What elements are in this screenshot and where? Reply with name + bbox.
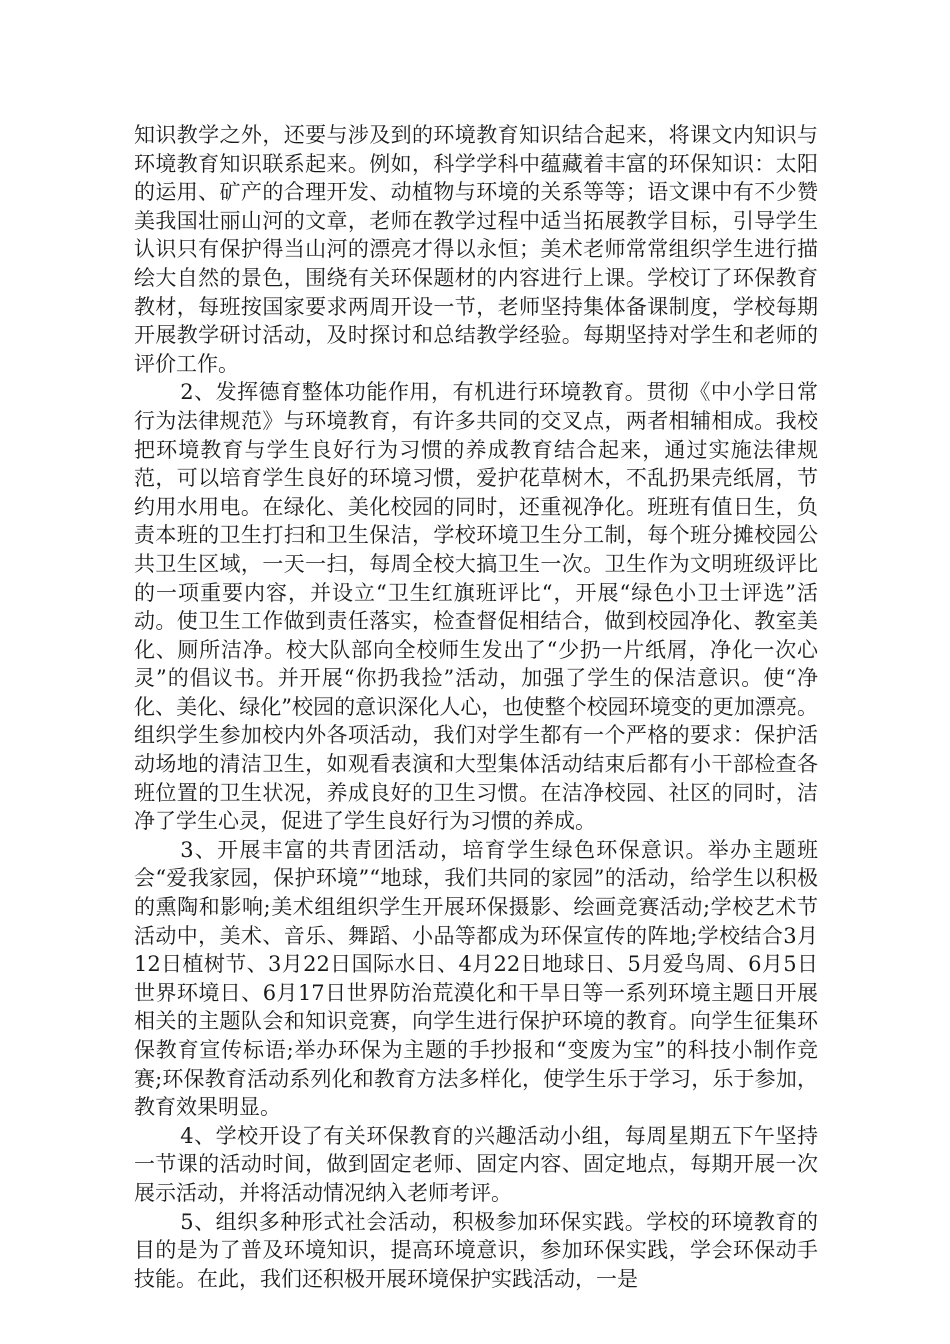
- paragraph-1: 知识教学之外，还要与涉及到的环境教育知识结合起来，将课文内知识与环境教育知识联系起来。例如，科学学科中蕴藏着丰富的环保知识：太阳的运用、矿产的合理开发、动植物与环境的关系等等；语文课中有不少赞美我国壮丽山河的文章，老师在教学过程中适当拓展教学目标，引导学生认识只有保护得当山河的漂亮才得以永恒；美术老师常常组织学生进行描绘大自然的景色，围绕有关环保题材的内容进行上课。学校订了环保教育教材，每班按国家要求两周开设一节，老师坚持集体备课制度，学校每期开展教学研讨活动，及时探讨和总结教学经验。每期坚持对学生和老师的评价工作。: [134, 123, 818, 376]
- paragraph-2: 2、发挥德育整体功能作用，有机进行环境教育。贯彻《中小学日常行为法律规范》与环境教育，有许多共同的交叉点，两者相辅相成。我校把环境教育与学生良好行为习惯的养成教育结合起来，通过实施法律规范，可以培育学生良好的环境习惯，爱护花草树木，不乱扔果壳纸屑，节约用水用电。在绿化、美化校园的同时，还重视净化。班班有值日生，负责本班的卫生打扫和卫生保洁，学校环境卫生分工制，每个班分摊校园公共卫生区域，一天一扫，每周全校大搞卫生一次。卫生作为文明班级评比的一项重要内容，并设立“卫生红旗班评比“，开展“绿色小卫士评选”活动。使卫生工作做到责任落实，检查督促相结合，做到校园净化、教室美化、厕所洁净。校大队部向全校师生发出了“少扔一片纸屑，净化一次心灵”的倡议书。并开展“你扔我捡”活动，加强了学生的保洁意识。使“净化、美化、绿化”校园的意识深化人心，也使整个校园环境变的更加漂亮。组织学生参加校内外各项活动，我们对学生都有一个严格的要求：保护活动场地的清洁卫生，如观看表演和大型集体活动结束后都有小干部检查各班位置的卫生状况，养成良好的卫生习惯。在洁净校园、社区的同时，洁净了学生心灵，促进了学生良好行为习惯的养成。: [134, 380, 818, 834]
- paragraph-5: 5、组织多种形式社会活动，积极参加环保实践。学校的环境教育的目的是为了普及环境知识，提高环境意识，参加环保实践，学会环保动手技能。在此，我们还积极开展环境保护实践活动，一是: [134, 1209, 818, 1291]
- document-page: [134, 121, 818, 1293]
- paragraph-3: 3、开展丰富的共青团活动，培育学生绿色环保意识。举办主题班会“爱我家园，保护环境”“地球，我们共同的家园”的活动，给学生以积极的熏陶和影响;美术组组织学生开展环保摄影、绘画竞赛活动;学校艺术节活动中，美术、音乐、舞蹈、小品等都成为环保宣传的阵地;学校结合3月12日植树节、3月22日国际水日、4月22日地球日、5月爱鸟周、6月5日世界环境日、6月17日世界防治荒漠化和干旱日等一系列环境主题日开展相关的主题队会和知识竞赛，向学生进行保护环境的教育。向学生征集环保教育宣传标语;举办环保为主题的手抄报和“变废为宝”的科技小制作竞赛;环保教育活动系列化和教育方法多样化，使学生乐于学习，乐于参加，教育效果明显。: [134, 837, 818, 1120]
- paragraph-4: 4、学校开设了有关环保教育的兴趣活动小组，每周星期五下午坚持一节课的活动时间，做到固定老师、固定内容、固定地点，每期开展一次展示活动，并将活动情况纳入老师考评。: [134, 1123, 818, 1205]
